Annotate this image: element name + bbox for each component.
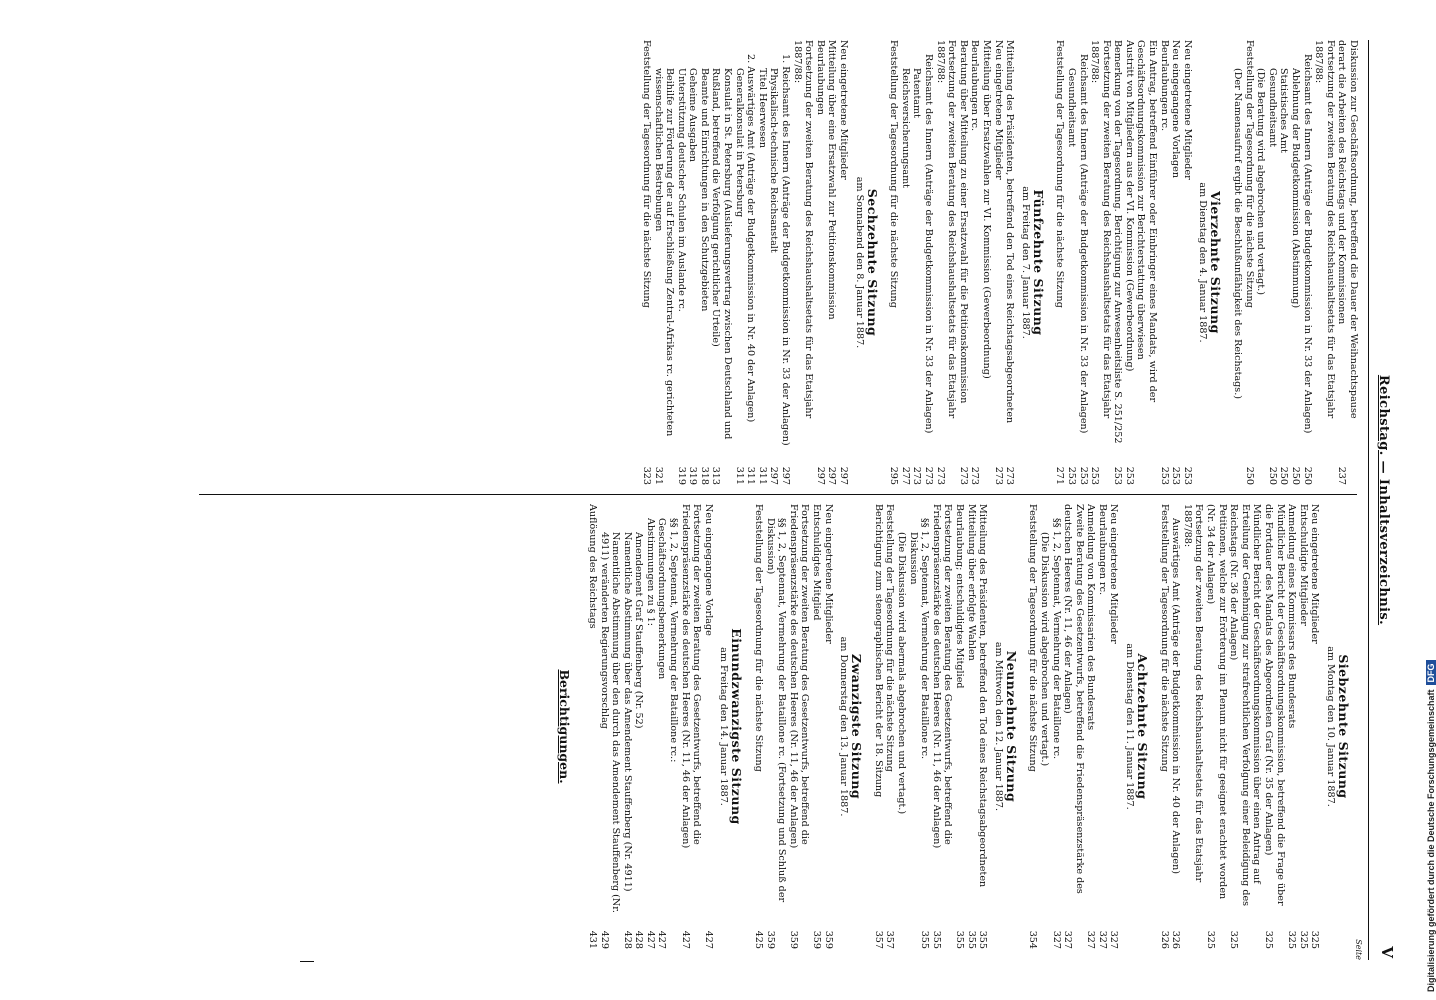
index-entry xyxy=(791,40,814,485)
entry-text: Ablehnung der Budgetkommission (Abstimmung) xyxy=(1290,68,1302,309)
entry-text: Feststellung der Tagesordnung für die nächste Sitzung xyxy=(888,40,900,308)
entry-text: Feststellung der Tagesordnung für die nächste Sitzung xyxy=(1243,40,1255,308)
entry-page-number: 327 xyxy=(1108,930,1120,949)
index-entry xyxy=(687,40,699,485)
index-entry xyxy=(764,504,787,949)
entry-text: Fortsetzung der zweiten Beratung des Reichshaushaltsetats für das Etatsjahr 1887/88: xyxy=(1313,40,1336,419)
index-entry xyxy=(756,40,768,485)
entry-page-number: 273 xyxy=(992,466,1004,485)
entry-text: Beurlaubungen rc. xyxy=(1096,504,1108,596)
entry-text: Feststellung der Tagesordnung für die nächste Sitzung xyxy=(640,40,652,308)
entry-page-number: 427 xyxy=(644,930,656,949)
entry-text: §§ 1, 2, Septennat, Vermehrung der Bataillone rc. xyxy=(919,518,931,760)
entry-page-number: 253 xyxy=(1089,466,1101,485)
entry-page-number: 273 xyxy=(969,466,981,485)
index-entry xyxy=(907,504,919,949)
index-entry xyxy=(1054,40,1066,485)
session-title: Vierzehnte Sitzung xyxy=(1208,191,1224,334)
index-entry xyxy=(1309,504,1321,949)
session-block xyxy=(1054,40,1224,485)
entry-page-number: 326 xyxy=(1158,930,1170,949)
session-date: am Freitag den 7. Januar 1887. xyxy=(1019,186,1031,339)
left-column xyxy=(635,40,1359,485)
entry-text: Statistisches Amt xyxy=(1278,68,1290,153)
entry-page-number: 295 xyxy=(888,466,900,485)
entry-text: Neu eingegangene Vorlage xyxy=(702,504,714,636)
index-entry xyxy=(1027,504,1039,949)
index-entry xyxy=(930,504,953,949)
entry-page-number: 321 xyxy=(652,466,664,485)
session-block xyxy=(640,40,879,485)
index-entry xyxy=(710,40,733,485)
index-entry xyxy=(1204,504,1227,949)
index-entry xyxy=(698,40,710,485)
entry-text: Mündlicher Bericht der Geschäftsordnungskommission über einen Antrag auf Erteilung der Genehmigung zur strafrechtlichen Verfolgung einer Beleidigung des Reichstags (Nr. 36 der Anlagen) xyxy=(1228,504,1263,907)
index-entry xyxy=(733,40,745,485)
entry-text: Bemerkung von der Tagesordnung. Berichtigung zur Anwesenheitsliste S. 251/252 xyxy=(1112,40,1124,444)
index-entry xyxy=(922,40,934,485)
index-entry xyxy=(837,40,849,485)
index-entry xyxy=(621,504,633,949)
index-entry xyxy=(1062,504,1085,949)
index-entry xyxy=(953,504,965,949)
entry-page-number: 355 xyxy=(977,930,989,949)
session-title: Zwanzigste Sitzung xyxy=(849,653,865,800)
page-numeral: V xyxy=(1378,946,1396,958)
entry-page-number: 297 xyxy=(768,466,780,485)
index-entry xyxy=(1243,40,1255,485)
entry-page-number: 355 xyxy=(953,930,965,949)
entry-text: Fortsetzung der zweiten Beratung des Reichshaushaltsetats für das Etatsjahr 1887/88: xyxy=(1089,40,1112,419)
entry-text: (Die Beratung wird abgebrochen und vertagt.) xyxy=(1255,68,1267,295)
session-title: Achtzehnte Sitzung xyxy=(1135,653,1151,800)
index-entry xyxy=(1313,40,1336,485)
index-entry xyxy=(934,40,957,485)
index-entry xyxy=(652,40,675,485)
index-entry xyxy=(957,40,969,485)
entry-page-number: 357 xyxy=(872,930,884,949)
entry-page-number: 311 xyxy=(756,466,768,485)
index-entry xyxy=(965,504,977,949)
entry-page-number: 327 xyxy=(1085,930,1097,949)
entry-text: Berichtigung zum stenographischen Bericht der 18. Sitzung xyxy=(872,504,884,798)
index-entry xyxy=(992,40,1004,485)
entry-text: Neu eingegangene Vorlagen xyxy=(1170,40,1182,179)
index-entry xyxy=(1096,504,1108,949)
entry-page-number: 311 xyxy=(733,466,745,485)
entry-page-number: 253 xyxy=(1065,466,1077,485)
entry-page-number: 325 xyxy=(1205,930,1217,949)
session-title: Einundzwanzigste Sitzung xyxy=(729,628,745,825)
entry-text: Mitteilung über erfolgte Wahlen xyxy=(965,504,977,661)
corrections-heading: Berichtigungen. xyxy=(557,669,573,784)
entry-text: §§ 1, 2, Septennat, Vermehrung der Bataillone rc. (Fortsetzung und Schluß der Diskussion) xyxy=(764,518,788,903)
digitization-footer xyxy=(1426,660,1436,992)
session-date: am Dienstag den 4. Januar 1887. xyxy=(1197,182,1209,343)
session-date: am Dienstag den 11. Januar 1887. xyxy=(1124,643,1136,810)
entry-text: Beratung über Mitteilung zu einer Ersatzwahl für die Petitionskommission xyxy=(957,40,969,404)
index-entry xyxy=(1266,40,1278,485)
index-entry xyxy=(644,504,656,949)
index-entry xyxy=(1297,504,1309,949)
entry-text: Beurlaubungen rc. xyxy=(1158,40,1170,132)
entry-text: Neu eingetretene Mitglieder xyxy=(992,40,1004,180)
index-entry xyxy=(977,504,989,949)
entry-page-number: 425 xyxy=(753,930,765,949)
index-entry xyxy=(1085,504,1097,949)
index-entry xyxy=(822,504,834,949)
index-entry xyxy=(1262,504,1285,949)
entry-text: 2. Auswärtiges Amt (Anträge der Budgetkommission in Nr. 40 der Anlagen) xyxy=(745,54,757,423)
entry-text: Titel Heerwesen xyxy=(756,68,768,149)
entry-text: Beurlaubungen xyxy=(814,40,826,115)
entry-page-number: 253 xyxy=(1123,466,1135,485)
entry-text: Unterstützung deutscher Schulen im Auslande rc. xyxy=(675,68,687,312)
session-title: Neunzehnte Sitzung xyxy=(1003,650,1019,803)
session-block xyxy=(1158,504,1351,949)
entry-text: §§ 1, 2, Septennat, Vermehrung der Bataillone rc. xyxy=(1050,518,1062,760)
index-entry xyxy=(586,504,598,949)
index-entry xyxy=(702,504,714,949)
session-date: am Sonnabend den 8. Januar 1887. xyxy=(853,176,865,349)
entry-text: Petitionen, welche zur Erörterung im Plenum nicht für geeignet erachtet worden (Nr. 34 der Anlagen) xyxy=(1205,504,1228,900)
entry-page-number: 318 xyxy=(698,466,710,485)
session-date: am Mittwoch den 12. Januar 1887. xyxy=(992,641,1004,812)
index-entry xyxy=(1065,40,1077,485)
right-column xyxy=(559,504,1359,949)
entry-text: §§ 1, 2, Septennat, Vermehrung der Bataillone rc.: Geschäftsordnungsbemerkungen xyxy=(656,518,680,763)
entry-page-number: 273 xyxy=(934,466,946,485)
index-entry xyxy=(1278,40,1290,485)
entry-page-number: 355 xyxy=(965,930,977,949)
index-entry xyxy=(787,504,810,949)
entry-page-number: 319 xyxy=(687,466,699,485)
entry-text: Fortsetzung der zweiten Beratung des Gesetzentwurfs, betreffend die Friedenspräsenzstärke des deutschen Heeres (Nr. 11, 46 der Anlagen) xyxy=(679,504,703,849)
index-entry xyxy=(1301,40,1313,485)
continuation-block xyxy=(1231,40,1359,485)
entry-text: Physikalisch-technische Reichsanstalt xyxy=(768,68,780,253)
entry-text: Mitteilung über eine Ersatzwahl zur Petitionskommission xyxy=(826,40,838,320)
entry-text: Anmeldung eines Kommissars des Bundesrats xyxy=(1286,504,1298,729)
entry-text: Neu eingetretene Mitglieder xyxy=(822,504,834,644)
entry-page-number: 428 xyxy=(633,930,645,949)
entry-text: Namentliche Abstimmung über das Amendement Stauffenberg (Nr. 4911) xyxy=(621,532,633,892)
entry-page-number: 250 xyxy=(1301,466,1313,485)
entry-text: (Die Diskussion wird abermals abgebrochen und vertagt.) xyxy=(896,532,907,815)
dfg-logo: DFG xyxy=(1426,660,1436,685)
index-entry xyxy=(656,504,679,949)
entry-text: Austritt von Mitgliedern aus der VI. Kommission (Gewerbeordnung) xyxy=(1123,40,1135,372)
entry-page-number: 250 xyxy=(1290,466,1302,485)
index-entry xyxy=(745,40,757,485)
index-entry xyxy=(675,40,687,485)
index-entry xyxy=(1228,504,1263,949)
index-entry xyxy=(888,40,900,485)
entry-page-number: 297 xyxy=(826,466,838,485)
entry-text: Feststellung der Tagesordnung für die nächste Sitzung xyxy=(1027,504,1039,772)
entry-page-number: 271 xyxy=(1054,466,1066,485)
entry-text: Reichsversicherungsamt xyxy=(899,68,911,189)
entry-page-number: 253 xyxy=(1112,466,1124,485)
entry-page-number: 325 xyxy=(1286,930,1298,949)
session-block xyxy=(752,504,864,949)
entry-page-number: 326 xyxy=(1170,930,1182,949)
index-entry xyxy=(1089,40,1112,485)
entry-page-number: 327 xyxy=(1062,930,1074,949)
entry-page-number: 325 xyxy=(1263,930,1275,949)
index-entry xyxy=(969,40,981,485)
entry-text: 1. Reichsamt des Innern (Anträge der Budgetkommission in Nr. 33 der Anlagen) xyxy=(780,54,792,446)
entry-page-number: 250 xyxy=(1278,466,1290,485)
index-entry xyxy=(768,40,780,485)
index-entry xyxy=(1077,40,1089,485)
entry-page-number: 359 xyxy=(787,930,799,949)
entry-text: Fortsetzung der zweiten Beratung des Reichshaushaltsetats für das Etatsjahr 1887/88: xyxy=(934,40,958,419)
session-date: am Donnerstag den 13. Januar 1887. xyxy=(838,636,850,817)
entry-text: Diskussion zur Geschäftsordnung, betreffend die Dauer der Weihnachtspause derart die Arbeiten des Reichstags und der Kommissionen xyxy=(1336,40,1359,419)
index-entry xyxy=(810,504,822,949)
entry-page-number: 297 xyxy=(838,466,850,485)
entry-page-number: 325 xyxy=(1297,930,1309,949)
entry-text: Mitteilung über Ersatzwahlen zur VI. Kommission (Gewerbeordnung) xyxy=(980,40,992,379)
index-entry xyxy=(919,504,931,949)
entry-text: Geheime Ausgaben xyxy=(687,68,699,162)
index-entry xyxy=(826,40,838,485)
index-entry xyxy=(1255,40,1267,485)
entry-page-number: 273 xyxy=(911,466,923,485)
entry-text: Mitteilung des Präsidenten, betreffend den Tod eines Reichstagsabgeordneten xyxy=(977,504,989,888)
entry-text: Amendement Graf Stauffenberg (Nr. 52) xyxy=(633,532,645,729)
entry-text: Reichsamt des Innern (Anträge der Budgetkommission in Nr. 33 der Anlagen) xyxy=(923,54,934,434)
index-entry xyxy=(814,40,826,485)
entry-text: Fortsetzung der zweiten Beratung des Gesetzentwurfs, betreffend die Friedenspräsenzstärke des deutschen Heeres (Nr. 11, 46 der Anlagen) xyxy=(787,504,811,849)
entry-text: Gesundheitsamt xyxy=(1266,68,1278,148)
entry-page-number: 313 xyxy=(710,466,722,485)
page-header xyxy=(1368,40,1396,960)
index-entry xyxy=(1289,40,1301,485)
entry-text: Generalkonsulat in Petersburg xyxy=(733,68,745,218)
index-entry xyxy=(899,40,911,485)
index-entry xyxy=(1170,40,1182,485)
entry-page-number: 359 xyxy=(764,930,776,949)
entry-page-number: 237 xyxy=(1336,466,1348,485)
index-entry xyxy=(1108,504,1120,949)
index-entry xyxy=(633,504,645,949)
session-title: Fünfzehnte Sitzung xyxy=(1030,189,1046,336)
entry-text: Mitteilung des Präsidenten, betreffend den Tod eines Reichstagsabgeordneten xyxy=(1004,40,1016,424)
entry-page-number: 250 xyxy=(1266,466,1278,485)
footer-text: Digitalisierung gefördert durch die Deutsche Forschungsgemeinschaft xyxy=(1426,689,1436,992)
index-entry xyxy=(884,504,896,949)
index-entry xyxy=(1158,504,1170,949)
session-date: am Freitag den 14. Januar 1887. xyxy=(718,647,730,806)
index-entry xyxy=(640,40,652,485)
entry-text: Feststellung der Tagesordnung für die nächste Sitzung xyxy=(753,504,765,772)
entry-page-number: 273 xyxy=(957,466,969,485)
entry-page-number: 327 xyxy=(1050,930,1062,949)
entry-text: Gesundheitsamt xyxy=(1065,68,1077,148)
entry-page-number: 354 xyxy=(1027,930,1039,949)
entry-page-number: 253 xyxy=(1170,466,1182,485)
session-block xyxy=(586,504,744,949)
index-entry xyxy=(1170,504,1182,949)
entry-page-number: 319 xyxy=(675,466,687,485)
entry-page-number: 311 xyxy=(745,466,757,485)
entry-text: Entschuldigtes Mitglied xyxy=(811,504,823,621)
entry-page-number: 325 xyxy=(1309,930,1321,949)
index-entry xyxy=(1050,504,1062,949)
session-block xyxy=(872,504,1019,949)
entry-page-number: 253 xyxy=(1077,466,1089,485)
session-title: Sechzehnte Sitzung xyxy=(864,188,880,337)
entry-text: Reichsamt des Innern (Anträge der Budgetkommission in Nr. 33 der Anlagen) xyxy=(1301,54,1313,434)
entry-text: Beamte und Einrichtungen in den Schutzgebieten xyxy=(698,68,710,312)
index-entry xyxy=(980,40,992,485)
entry-text: Beurlaubung; entschuldigtes Mitglied xyxy=(953,504,965,689)
entry-page-number: 431 xyxy=(586,930,598,949)
entry-text: Patentamt xyxy=(911,68,923,118)
entry-page-number: 273 xyxy=(923,466,934,485)
index-entry xyxy=(752,504,764,949)
entry-text: Feststellung der Tagesordnung für die nächste Sitzung xyxy=(884,504,896,772)
entry-page-number: 357 xyxy=(884,930,896,949)
seite-label: Seite xyxy=(1354,939,1363,960)
index-entry xyxy=(895,504,907,949)
session-block xyxy=(888,40,1046,485)
entry-text: Feststellung der Tagesordnung für die nächste Sitzung xyxy=(1158,504,1170,772)
index-entry xyxy=(1038,504,1050,949)
entry-page-number: 297 xyxy=(814,466,826,485)
entry-page-number: 323 xyxy=(640,466,652,485)
entry-text: Fortsetzung der zweiten Beratung des Reichshaushaltsetats für das Etatsjahr 1887/88: xyxy=(791,40,815,419)
entry-text: Feststellung der Tagesordnung für die nächste Sitzung xyxy=(1054,40,1066,308)
entry-text: Neu eingetretene Mitglieder xyxy=(1181,40,1193,180)
index-entry xyxy=(1135,40,1158,485)
entry-page-number: 297 xyxy=(780,466,792,485)
entry-text: Auswärtiges Amt (Anträge der Budgetkommission in Nr. 40 der Anlagen) xyxy=(1170,518,1182,875)
entry-text: Beihilfe zur Förderung der auf Erschließung Zentral-Afrikas rc. gerichteten wissenschaftlichen Bestrebungen xyxy=(652,68,676,437)
entry-text: (Der Namensaufruf ergibt die Beschlußunfähigkeit des Reichstags.) xyxy=(1232,68,1244,400)
entry-text: Anmeldung von Kommissarien des Bundesrats xyxy=(1085,504,1097,731)
index-entry xyxy=(1158,40,1170,485)
session-date: am Montag den 10. Januar 1887. xyxy=(1325,646,1336,807)
entry-text: Entschuldigte Mitglieder xyxy=(1297,504,1309,626)
entry-page-number: 250 xyxy=(1243,466,1255,485)
entry-text: Zweite Beratung des Gesetzentwurfs, betreffend die Friedenspräsenzstärke des deutschen Heeres (Nr. 11, 46 der Anlagen) xyxy=(1062,504,1085,894)
index-entry xyxy=(1181,40,1193,485)
entry-page-number: 355 xyxy=(919,930,931,949)
entry-text: Neu eingetretene Mitglieder xyxy=(838,40,850,180)
entry-page-number: 359 xyxy=(811,930,823,949)
index-entry xyxy=(1181,504,1204,949)
index-entry xyxy=(1123,40,1135,485)
entry-text: Abstimmungen zu § 1: xyxy=(644,518,656,626)
entry-text: Neu eingetretene Mitglieder xyxy=(1108,504,1120,644)
entry-text: Namentliche Abstimmung über den durch das Amendement Stauffenberg (Nr. 4911) veränderten Regierungsvorschlag xyxy=(598,532,622,913)
session-block xyxy=(1027,504,1150,949)
entry-page-number: 325 xyxy=(1228,930,1240,949)
entry-text: Diskussion xyxy=(907,532,919,585)
entry-page-number: 427 xyxy=(702,930,714,949)
entry-page-number: 327 xyxy=(1096,930,1108,949)
index-entry xyxy=(1231,40,1243,485)
entry-text: Reichsamt des Innern (Anträge der Budgetkommission in Nr. 33 der Anlagen) xyxy=(1077,54,1089,434)
entry-text: Beurlaubungen rc. xyxy=(969,40,981,132)
entry-text: Neu eingetretene Mitglieder xyxy=(1309,504,1321,644)
index-entry xyxy=(872,504,884,949)
entry-page-number: 427 xyxy=(679,930,691,949)
index-entry xyxy=(911,40,923,485)
index-entry xyxy=(779,40,791,485)
margin-mark xyxy=(300,961,314,962)
entry-text: Mündlicher Bericht der Geschäftsordnungskommission, betreffend die Frage über die Fortdauer des Mandats des Abgeordneten Graf (Nr. 35 der Anlagen) xyxy=(1263,504,1286,906)
entry-page-number: 359 xyxy=(822,930,834,949)
entry-page-number: 253 xyxy=(1158,466,1170,485)
entry-text: Fortsetzung der zweiten Beratung des Gesetzentwurfs, betreffend die Friedenspräsenzstärke des deutschen Heeres (Nr. 11, 46 der Anlagen) xyxy=(930,504,954,849)
column-divider xyxy=(199,494,1357,495)
entry-page-number: 429 xyxy=(598,930,610,949)
index-entry xyxy=(1336,40,1359,485)
entry-page-number: 427 xyxy=(656,930,668,949)
entry-text: Auflösung des Reichstags xyxy=(586,504,598,629)
entry-page-number: 273 xyxy=(1004,466,1016,485)
session-title: Siebzehnte Sitzung xyxy=(1336,654,1351,799)
index-entry xyxy=(1004,40,1016,485)
index-entry xyxy=(1112,40,1124,485)
entry-page-number: 428 xyxy=(621,930,633,949)
index-page xyxy=(103,40,1396,960)
index-entry xyxy=(598,504,621,949)
entry-page-number: 277 xyxy=(899,466,911,485)
page-title: Reichstag. — Inhaltsverzeichnis. xyxy=(1376,374,1391,626)
index-entry xyxy=(1286,504,1298,949)
entry-page-number: 253 xyxy=(1181,466,1193,485)
entry-text: (Die Diskussion wird abgebrochen und vertagt.) xyxy=(1038,532,1050,767)
entry-text: Ein Antrag, betreffend Einführer oder Einbringer eines Mandats, wird der Geschäftsordnungskommission zur Berichterstattung überwiesen xyxy=(1135,40,1159,403)
entry-page-number: 355 xyxy=(930,930,942,949)
index-entry xyxy=(679,504,702,949)
entry-text: Fortsetzung der zweiten Beratung des Reichshaushaltsetats für das Etatsjahr 1887/88: xyxy=(1181,504,1205,883)
entry-text: Konsulat in St. Petersburg (Auslieferungsvertrag zwischen Deutschland und Rußland, betreffend die Verfolgung gerichtlicher Urteile) xyxy=(710,68,734,440)
